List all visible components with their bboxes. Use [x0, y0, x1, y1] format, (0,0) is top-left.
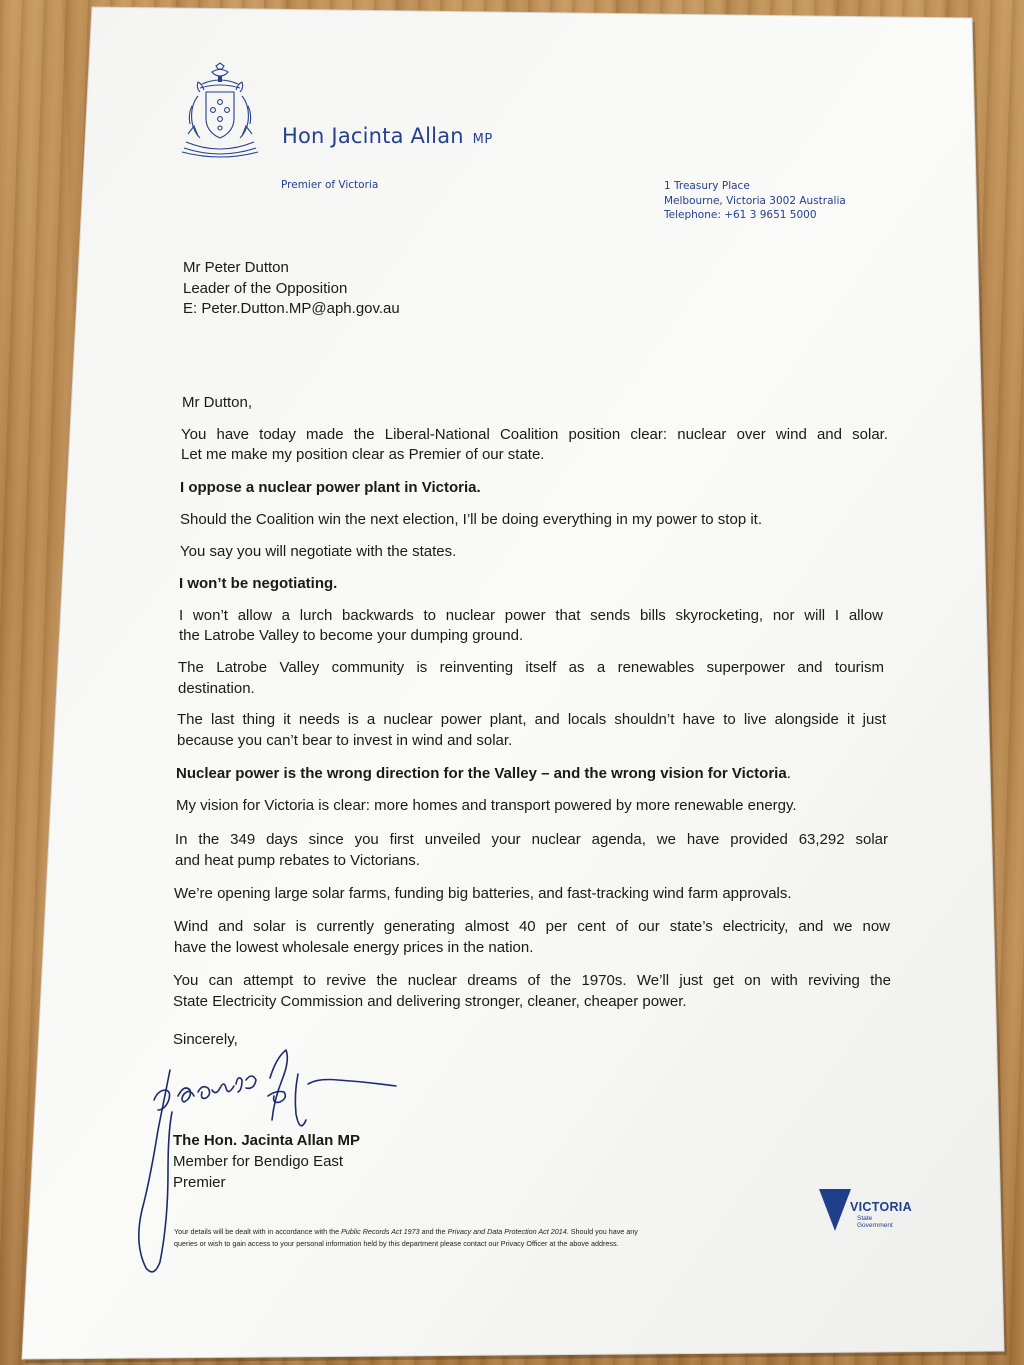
signatory-name: The Hon. Jacinta Allan MP: [173, 1132, 360, 1149]
recipient-block: [183, 258, 400, 320]
privacy-text: Your details will be dealt with in accordance with the: [174, 1227, 342, 1236]
paragraph-line: Should the Coalition win the next election, I’ll be doing everything in my power to stop it.: [180, 511, 762, 528]
privacy-text: . Should you have any: [566, 1227, 638, 1236]
address-line: 1 Treasury Place: [664, 180, 750, 192]
letterhead-role: Premier of Victoria: [281, 179, 379, 191]
recipient-name: Mr Peter Dutton: [183, 259, 289, 276]
address-line: Melbourne, Victoria 3002 Australia: [664, 194, 846, 207]
signature-block: [173, 1130, 360, 1193]
paragraph-line: have the lowest wholesale energy prices in the nation.: [174, 939, 534, 956]
bold-statement: I oppose a nuclear power plant in Victoria.: [180, 479, 481, 496]
paragraph-line: the Latrobe Valley to become your dumping ground.: [179, 627, 524, 644]
paragraph-line: You have today made the Liberal-National Coalition position clear: nuclear over wind and solar.: [181, 426, 888, 443]
address-line: Telephone: +61 3 9651 5000: [664, 209, 817, 221]
victoria-logo-sub-line: State: [857, 1215, 873, 1222]
bold-statement-period: .: [786, 765, 791, 782]
victoria-triangle-icon: [818, 1188, 852, 1232]
bold-statement: I won’t be negotiating.: [179, 575, 338, 592]
paragraph-line: In the 349 days since you first unveiled your nuclear agenda, we have provided 63,292 solar: [175, 831, 888, 848]
closing: Sincerely,: [173, 1031, 238, 1048]
paragraph-line: Wind and solar is currently generating almost 40 per cent of our state’s electricity, and we now: [174, 918, 890, 935]
paragraph-line: You can attempt to revive the nuclear dreams of the 1970s. We’ll just get on with reviving the: [173, 972, 891, 989]
privacy-act-name: Privacy and Data Protection Act 2014: [447, 1227, 567, 1236]
paragraph-line: because you can’t bear to invest in wind and solar.: [177, 732, 513, 749]
signatory-title: Premier: [173, 1174, 226, 1191]
bold-statement-text: Nuclear power is the wrong direction for the Valley – and the wrong vision for Victoria: [176, 765, 787, 782]
salutation: Mr Dutton,: [182, 394, 253, 411]
paragraph-line: Let me make my position clear as Premier of our state.: [181, 446, 545, 463]
victoria-logo-subtitle: [857, 1215, 893, 1229]
coat-of-arms-icon: [178, 62, 262, 158]
privacy-text: and the: [419, 1227, 448, 1236]
signatory-electorate: Member for Bendigo East: [173, 1153, 344, 1170]
paragraph-line: destination.: [178, 680, 255, 697]
victoria-logo-word: VICTORIA: [850, 1200, 912, 1214]
paragraph-line: and heat pump rebates to Victorians.: [175, 852, 420, 869]
paragraph-line: The last thing it needs is a nuclear power plant, and locals shouldn’t have to live alongside it just: [177, 711, 886, 728]
victoria-logo-sub-line: Government: [857, 1222, 893, 1229]
letterhead-name-text: Hon Jacinta Allan: [282, 124, 464, 148]
letterhead-address: [664, 179, 846, 223]
paragraph-line: My vision for Victoria is clear: more homes and transport powered by more renewable energy.: [176, 797, 797, 814]
paragraph-line: We’re opening large solar farms, funding big batteries, and fast-tracking wind farm approvals.: [174, 885, 792, 902]
recipient-title: Leader of the Opposition: [183, 279, 348, 297]
paragraph-line: You say you will negotiate with the states.: [180, 543, 457, 560]
bold-statement: [176, 765, 791, 782]
paragraph-line: The Latrobe Valley community is reinventing itself as a renewables superpower and tourism: [178, 659, 884, 676]
privacy-act-name: Public Records Act 1973: [341, 1227, 420, 1236]
privacy-line-1: [174, 1226, 638, 1238]
paragraph-line: I won’t allow a lurch backwards to nuclear power that sends bills skyrocketing, nor will I allow: [179, 607, 883, 624]
privacy-notice: [174, 1226, 638, 1249]
paragraph-line: State Electricity Commission and delivering stronger, cleaner, cheaper power.: [173, 993, 687, 1010]
letterhead-name: [282, 124, 493, 148]
recipient-email: E: Peter.Dutton.MP@aph.gov.au: [183, 300, 400, 317]
privacy-line-2: queries or wish to gain access to your personal information held by this department please contact our Privacy Officer at the above address.: [174, 1238, 619, 1248]
letterhead-name-suffix: MP: [472, 132, 493, 147]
